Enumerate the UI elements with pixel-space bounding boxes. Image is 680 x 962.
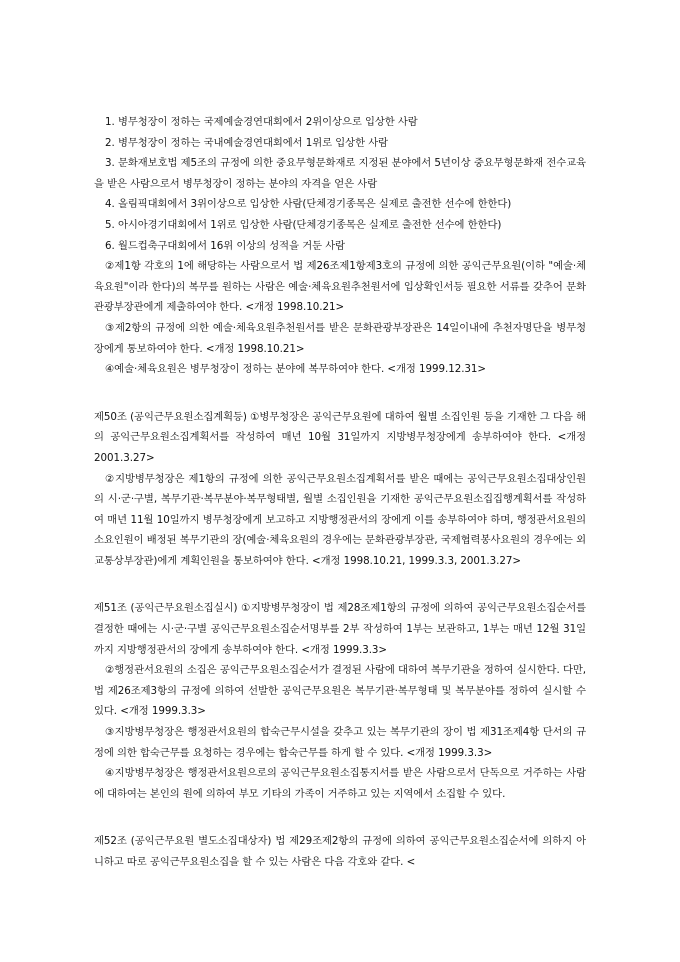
paragraph-3: ③지방병무청장은 행정관서요원의 합숙근무시설을 갖추고 있는 복무기관의 장이 법 제31조제4항 단서의 규정에 의한 합숙근무를 요청하는 경우에는 합숙근무를 하게 할 수 있다. <개정 1999.3.3>	[94, 726, 586, 759]
list-item: 6. 월드컵축구대회에서 16위 이상의 성적을 거둔 사람	[105, 239, 346, 252]
list-item: 1. 병무청장이 정하는 국제예술경연대회에서 2위이상으로 입상한 사람	[105, 116, 418, 128]
list-item: 2. 병무청장이 정하는 국내예술경연대회에서 1위로 입상한 사람	[105, 136, 388, 149]
paragraph-2: ②제1항 각호의 1에 해당하는 사람으로서 법 제26조제1항제3호의 규정에 의한 공익근무요원(이하 "예술·체육요원"이라 한다)의 복무를 원하는 사람은 예술·체육요원추천원서에 입상확인서등 필요한 서류를 갖추어 문화관광부장관에게 제출하여야 한다. <개정 1998.10.21>	[94, 260, 586, 314]
article-51	[94, 598, 586, 804]
clause-block-eligibility	[94, 112, 586, 380]
document-body	[94, 112, 586, 873]
list-item: 3. 문화재보호법 제5조의 규정에 의한 중요무형문화재로 지정된 분야에서 5년이상 중요무형문화재 전수교육을 받은 사람으로서 병무청장이 정하는 분야의 자격을 얻은 사람	[94, 157, 586, 190]
paragraph-4: ④지방병무청장은 행정관서요원으로의 공익근무요원소집통지서를 받은 사람으로서 단독으로 거주하는 사람에 대하여는 본인의 원에 의하여 부모 기타의 가족이 거주하고 있는 지역에서 소집할 수 있다.	[94, 767, 586, 800]
article-52	[94, 831, 586, 872]
paragraph-3: ③제2항의 규정에 의한 예술·체육요원추천원서를 받은 문화관광부장관은 14일이내에 추천자명단을 병무청장에게 통보하여야 한다. <개정 1998.10.21>	[94, 321, 586, 355]
list-item: 5. 아시아경기대회에서 1위로 입상한 사람(단체경기종목은 실제로 출전한 선수에 한한다)	[105, 218, 502, 231]
article-heading-paragraph: 제50조 (공익근무요원소집계획등) ①병무청장은 공익근무요원에 대하여 월별 소집인원 등을 기재한 그 다음 해의 공익근무요원소집계획서를 작성하여 매년 10월 31일까지 지방병무청장에게 송부하여야 한다. <개정 2001.3.27>	[94, 410, 586, 464]
article-heading-paragraph: 제51조 (공익근무요원소집실시) ①지방병무청장이 법 제28조제1항의 규정에 의하여 공익근무요원소집순서를 결정한 때에는 시·군·구별 공익근무요원소집순서명부를 2부 작성하여 1부는 보관하고, 1부는 매년 12월 31일까지 지방행정관서의 장에게 송부하여야 한다. <개정 1999.3.3>	[94, 602, 586, 656]
paragraph-2: ②행정관서요원의 소집은 공익근무요원소집순서가 결정된 사람에 대하여 복무기관을 정하여 실시한다. 다만, 법 제26조제3항의 규정에 의하여 선발한 공익근무요원은 복무기관·복무형태 및 복무분야를 정하여 실시할 수 있다. <개정 1999.3.3>	[94, 664, 586, 718]
paragraph-2: ②지방병무청장은 제1항의 규정에 의한 공익근무요원소집계획서를 받은 때에는 공익근무요원소집대상인원의 시·군·구별, 복무기관·복무분야·복무형태별, 월별 소집인원을 기재한 공익근무요원소집집행계획서를 작성하여 매년 11월 10일까지 병무청장에게 보고하고 지방행정관서의 장에게 이를 송부하여야 하며, 행정관서요원의 소요인원이 배정된 복무기관의 장(예술·체육요원의 경우에는 문화관광부장관, 국제협력봉사요원의 경우에는 외교통상부장관)에게 계획인원을 통보하여야 한다. <개정 1998.10.21, 1999.3.3, 2001.3.27>	[94, 472, 586, 567]
article-heading-paragraph: 제52조 (공익근무요원 별도소집대상자) 법 제29조제2항의 규정에 의하여 공익근무요원소집순서에 의하지 아니하고 따로 공익근무요원소집을 할 수 있는 사람은 다음 각호와 같다. <	[94, 835, 586, 868]
paragraph-4: ④예술·체육요원은 병무청장이 정하는 분야에 복무하여야 한다. <개정 1999.12.31>	[105, 363, 487, 376]
list-item: 4. 올림픽대회에서 3위이상으로 입상한 사람(단체경기종목은 실제로 출전한 선수에 한한다)	[105, 198, 512, 211]
article-50	[94, 407, 586, 572]
